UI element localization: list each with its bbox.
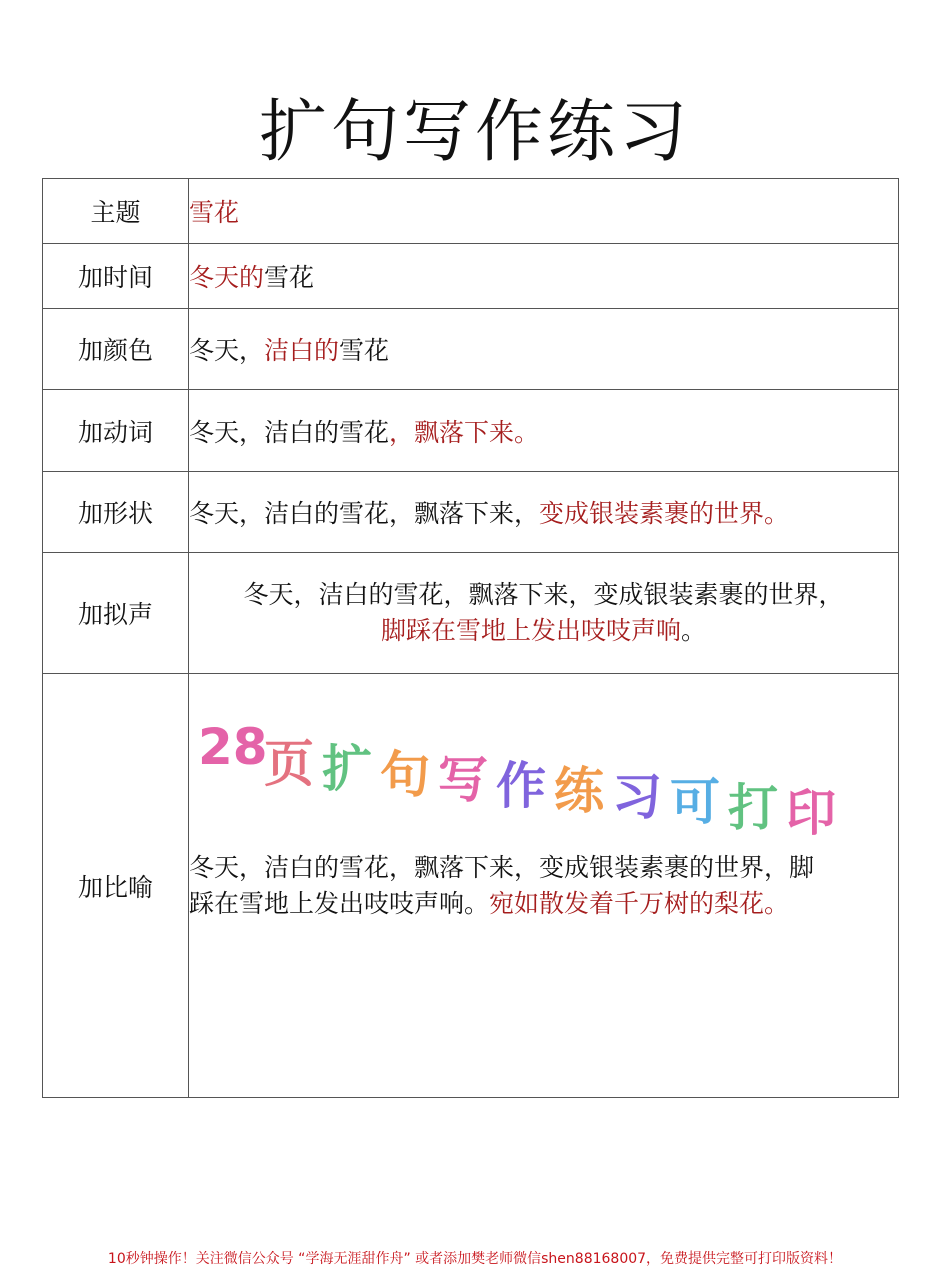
table-row (43, 309, 899, 390)
plain-text: 冬天，洁白的雪花，飘落下来，变成银装素裹的世界，脚 (189, 852, 815, 882)
highlight-text: ，飘落下来。 (389, 417, 540, 447)
sentence-line (189, 886, 898, 922)
promo-char: 印 (786, 784, 836, 842)
row-label: 加动词 (43, 390, 189, 472)
row-content (189, 390, 899, 472)
row-label: 加形状 (43, 472, 189, 553)
row-content (189, 472, 899, 553)
footer-notice: 10秒钟操作！关注微信公众号 “学海无涯甜作舟” 或者添加樊老师微信shen88168007，免费提供完整可打印版资料！ (107, 1251, 843, 1267)
promo-char: 作 (496, 757, 546, 815)
plain-text: 雪花 (264, 263, 315, 292)
row-label: 加拟声 (43, 553, 189, 674)
table-row (43, 553, 899, 674)
highlight-text: 冬天的 (189, 263, 265, 292)
plain-text: 踩在雪地上发出吱吱声响。 (189, 888, 490, 918)
highlight-text: 雪花 (189, 198, 240, 227)
expansion-table (42, 178, 899, 1098)
row-label: 加时间 (43, 244, 189, 309)
highlight-text: 变成银装素裹的世界。 (539, 499, 790, 528)
promo-char: 习 (612, 768, 662, 826)
promo-char: 句 (380, 746, 430, 804)
row-content (189, 553, 899, 674)
promo-char: 28 (198, 718, 268, 776)
highlight-text: 宛如散发着千万树的梨花。 (489, 888, 790, 918)
plain-text: 冬天， (189, 336, 265, 365)
table-row (43, 472, 899, 553)
promo-char: 写 (438, 751, 488, 809)
plain-text: 冬天，洁白的雪花 (189, 417, 390, 447)
highlight-text: 脚踩在雪地上发出吱吱声响 (380, 616, 681, 645)
table-row (43, 244, 899, 309)
row-content (189, 309, 899, 390)
promo-banner (198, 718, 898, 842)
plain-text: 。 (681, 616, 707, 645)
table-row (43, 179, 899, 244)
row-content (189, 179, 899, 244)
promo-char: 扩 (322, 740, 372, 798)
plain-text: 冬天，洁白的雪花，飘落下来，变成银装素裹的世界， (243, 580, 844, 609)
promo-char: 打 (728, 779, 778, 837)
row-label: 加颜色 (43, 309, 189, 390)
sentence-line (189, 613, 898, 649)
promo-char: 可 (670, 773, 720, 831)
plain-text: 雪花 (339, 336, 390, 365)
plain-text: 冬天，洁白的雪花，飘落下来， (189, 499, 540, 528)
highlight-text: 洁白的 (264, 336, 340, 365)
promo-char: 练 (554, 762, 604, 820)
promo-char: 页 (264, 735, 314, 793)
row-content (189, 244, 899, 309)
table-row (43, 390, 899, 472)
row-label: 加比喻 (43, 674, 189, 1098)
page-title: 扩句写作练习 (258, 93, 691, 172)
row-label: 主题 (43, 179, 189, 244)
